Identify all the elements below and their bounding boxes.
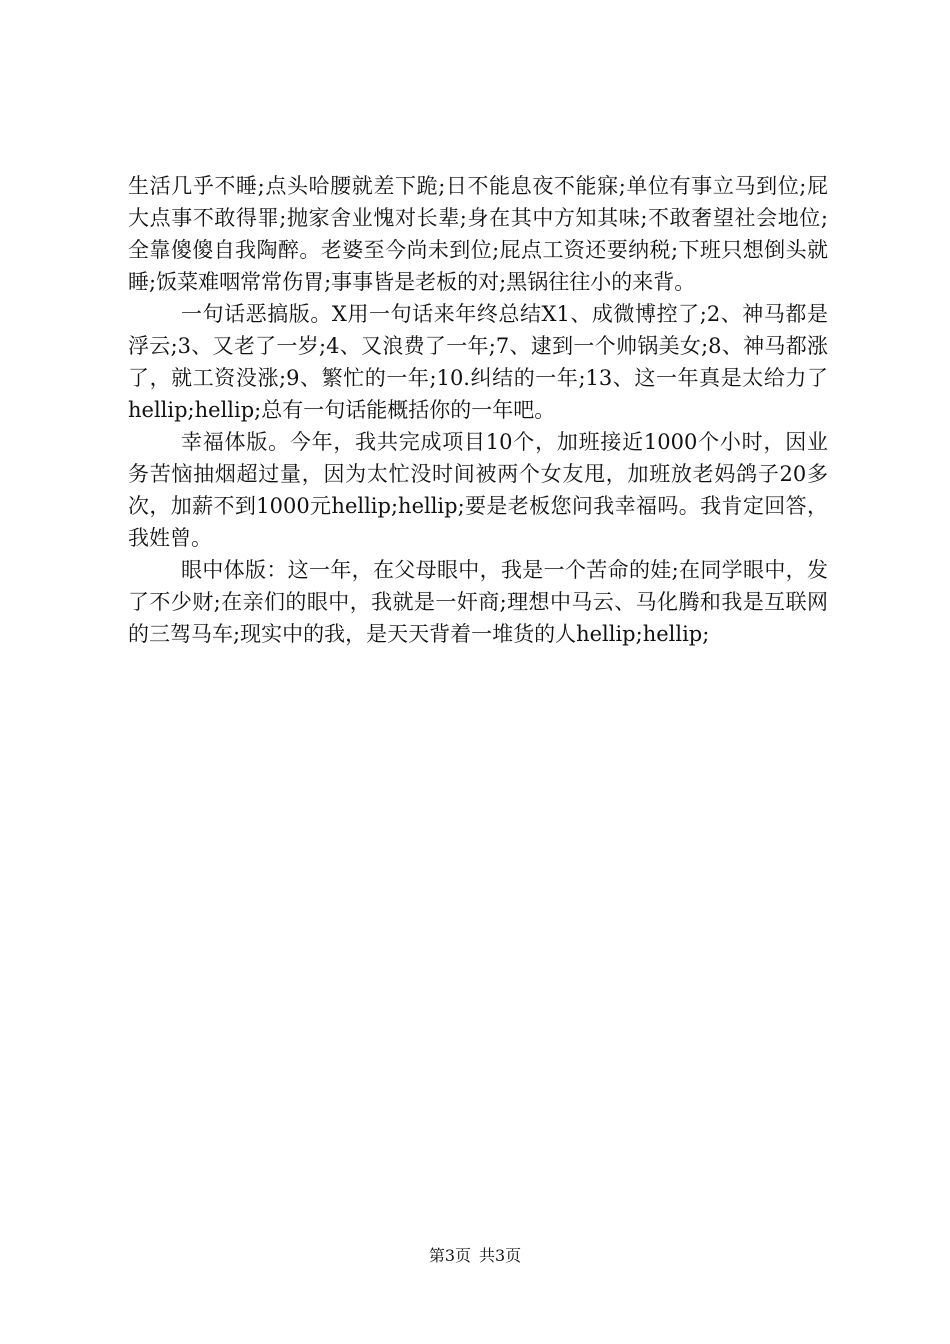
page-number-total: 共3页 [479, 1246, 522, 1265]
paragraph-one-sentence-version: 一句话恶搞版。X用一句话来年终总结X1、成微博控了;2、神马都是浮云;3、又老了一岁;4、又浪费了一年;7、逮到一个帅锅美女;8、神马都涨了，就工资没涨;9、繁忙的一年;10.纠结的一年;13、这一年真是太给力了hellip;hellip;总有一句话能概括你的一年吧。 [128, 302, 828, 422]
paragraph-happiness-version: 幸福体版。今年，我共完成项目10个，加班接近1000个小时，因业务苦恼抽烟超过量，因为太忙没时间被两个女友甩，加班放老妈鸽子20多次，加薪不到1000元hellip;hellip;要是老板您问我幸福吗。我肯定回答，我姓曾。 [128, 430, 828, 550]
paragraph-verse: 生活几乎不睡;点头哈腰就差下跪;日不能息夜不能寐;单位有事立马到位;屁大点事不敢得罪;抛家舍业愧对长辈;身在其中方知其味;不敢奢望社会地位;全靠傻傻自我陶醉。老婆至今尚未到位;屁点工资还要纳税;下班只想倒头就睡;饭菜难咽常常伤胃;事事皆是老板的对;黑锅往往小的来背。 [128, 174, 828, 294]
document-body [128, 170, 828, 650]
page-footer [0, 1243, 950, 1266]
page-number-current: 第3页 [428, 1246, 471, 1265]
paragraph-eyes-version: 眼中体版：这一年，在父母眼中，我是一个苦命的娃;在同学眼中，发了不少财;在亲们的眼中，我就是一奸商;理想中马云、马化腾和我是互联网的三驾马车;现实中的我，是天天背着一堆货的人hellip;hellip; [128, 558, 828, 646]
